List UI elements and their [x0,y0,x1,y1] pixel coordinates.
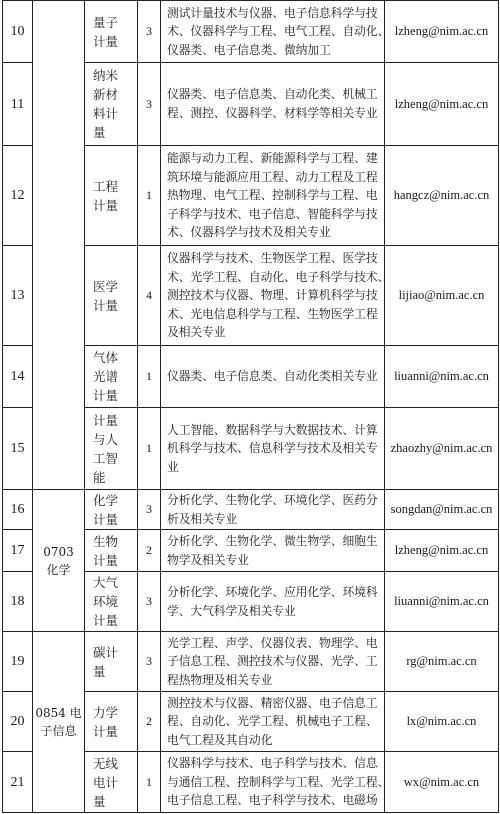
category-chemistry: 0703 化学 [33,490,85,632]
enrollment-count: 2 [138,692,161,752]
contact-email[interactable]: wx@nim.ac.cn [385,752,499,813]
category-electronic-info: 0854 电 子信息 [33,632,85,813]
research-direction: 生物 计量 [85,530,138,572]
recruitment-table [2,0,499,813]
contact-email[interactable]: liuanni@nim.ac.cn [385,346,499,408]
contact-email[interactable]: songdan@nim.ac.cn [385,490,499,530]
research-direction: 量子 计量 [85,1,138,63]
enrollment-count: 3 [138,632,161,692]
research-direction: 工程 计量 [85,146,138,246]
contact-email[interactable]: lijiao@nim.ac.cn [385,246,499,346]
contact-email[interactable]: lzheng@nim.ac.cn [385,1,499,63]
enrollment-count: 3 [138,490,161,530]
contact-email[interactable]: hangcz@nim.ac.cn [385,146,499,246]
majors-cell: 仪器科学与技术、生物医学工程、医学技 术、光学工程、自动化、电子科学与技术、 测控技术与仪器、物理、计算机科学与技 术、光电信息科学与工程、生物医学工程 及相关专业 [161,246,385,346]
research-direction: 医学 计量 [85,246,138,346]
majors-cell: 人工智能、数据科学与大数据技术、计算 机科学与技术、信息科学与技术及相关专 业 [161,408,385,490]
majors-cell: 仪器类、电子信息类、自动化类相关专业 [161,346,385,408]
research-direction: 纳米 新材 料计 量 [85,63,138,146]
enrollment-count: 3 [138,572,161,632]
enrollment-count: 1 [138,146,161,246]
row-number: 11 [3,63,33,146]
enrollment-count: 4 [138,246,161,346]
research-direction: 无线 电计 量 [85,752,138,813]
row-number: 20 [3,692,33,752]
row-number: 18 [3,572,33,632]
row-number: 19 [3,632,33,692]
row-number: 17 [3,530,33,572]
enrollment-count: 2 [138,530,161,572]
row-number: 12 [3,146,33,246]
contact-email[interactable]: lzheng@nim.ac.cn [385,63,499,146]
research-direction: 气体 光谱 计量 [85,346,138,408]
contact-email[interactable]: liuanni@nim.ac.cn [385,572,499,632]
enrollment-count: 1 [138,408,161,490]
research-direction: 力学 计量 [85,692,138,752]
contact-email[interactable]: rg@nim.ac.cn [385,632,499,692]
enrollment-count: 1 [138,752,161,813]
majors-cell: 光学工程、声学、仪器仪表、物理学、电 子信息工程、测控技术与仪器、光学、工 程热物理及相关专业 [161,632,385,692]
table-row [3,490,499,530]
contact-email[interactable]: zhaozhy@nim.ac.cn [385,408,499,490]
row-number: 15 [3,408,33,490]
research-direction: 化学 计量 [85,490,138,530]
majors-cell: 分析化学、生物化学、微生物学、细胞生 物学及相关专业 [161,530,385,572]
category-cell-empty [33,1,85,490]
majors-cell: 测控技术与仪器、精密仪器、电子信息工 程、自动化、光学工程、机械电子工程、 电气工程及其自动化 [161,692,385,752]
table-row [3,632,499,692]
majors-cell: 分析化学、生物化学、环境化学、医药分 析及相关专业 [161,490,385,530]
enrollment-count: 1 [138,346,161,408]
majors-cell: 能源与动力工程、新能源科学与工程、建 筑环境与能源应用工程、动力工程及工程 热物理、电气工程、控制科学与工程、电 子科学与技术、电子信息、智能科学与技 术、仪器科学与技术及相关专业 [161,146,385,246]
majors-cell: 分析化学、环境化学、应用化学、环境科 学、大气科学及相关专业 [161,572,385,632]
enrollment-count: 3 [138,63,161,146]
contact-email[interactable]: lx@nim.ac.cn [385,692,499,752]
research-direction: 碳计 量 [85,632,138,692]
row-number: 10 [3,1,33,63]
research-direction: 大气 环境 计量 [85,572,138,632]
contact-email[interactable]: lzheng@nim.ac.cn [385,530,499,572]
majors-cell: 仪器类、电子信息类、自动化类、机械工 程、测控、仪器科学、材料学等相关专业 [161,63,385,146]
row-number: 14 [3,346,33,408]
majors-cell: 仪器科学与技术、电子科学与技术、信息 与通信工程、控制科学与工程、光学工程、 电子信息工程、电子科学与技术、电磁场 [161,752,385,813]
row-number: 16 [3,490,33,530]
research-direction: 计量 与人 工智 能 [85,408,138,490]
row-number: 13 [3,246,33,346]
row-number: 21 [3,752,33,813]
majors-cell: 测试计量技术与仪器、电子信息科学与技 术、仪器科学与工程、电气工程、自动化、 仪器类、电子信息类、微纳加工 [161,1,385,63]
enrollment-count: 3 [138,1,161,63]
table-row [3,1,499,63]
